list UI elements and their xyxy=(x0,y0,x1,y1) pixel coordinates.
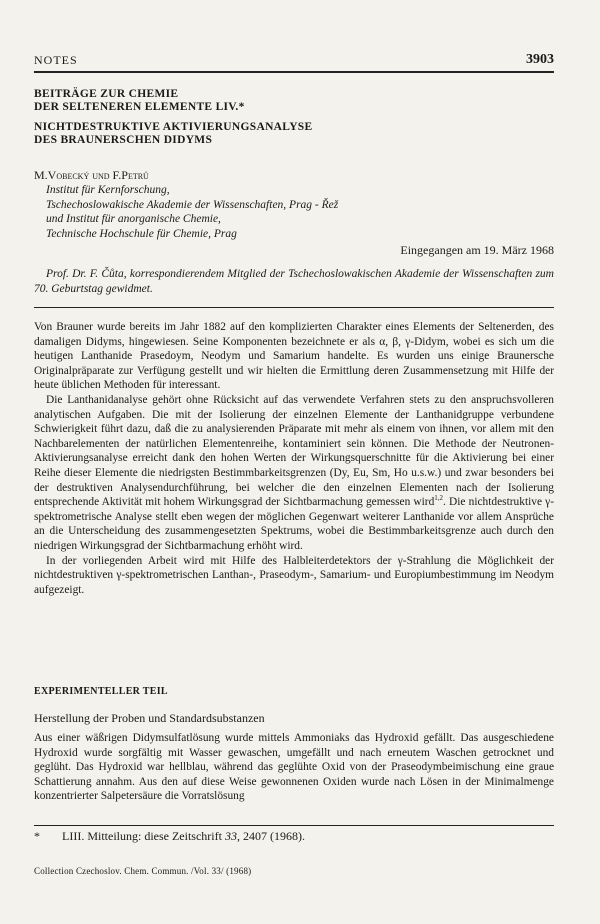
affiliation-line1: Institut für Kernforschung, xyxy=(46,184,170,196)
authors: M.Vobecký und F.Petrů xyxy=(34,168,149,182)
affiliation xyxy=(46,183,338,241)
footnote-divider xyxy=(34,825,554,826)
paragraph-2-tail: . Die nichtdestruktive γ-spektrometrische Analyse stellt eben wegen der möglichen Gegenwart weiterer Lanthanide vor allem Ansprüche an die Unterscheidung des zusammengesetzten Spektrums, wobei die Bestimmbarkeitsgrenze auch durch den niedrigen Wirkungsgrad der Sichtbarmachung erhöht wird. xyxy=(34,496,554,552)
affiliation-line4: Technische Hochschule für Chemie, Prag xyxy=(46,227,237,240)
journal-citation: Collection Czechoslov. Chem. Commun. /Vol. 33/ (1968) xyxy=(34,866,252,876)
experimental-body xyxy=(34,731,554,804)
title-divider xyxy=(34,307,554,308)
article-title-line2: DES BRAUNERSCHEN DIDYMS xyxy=(34,134,213,146)
footnote-text-before: LIII. Mitteilung: diese Zeitschrift xyxy=(62,829,225,843)
page-number: 3903 xyxy=(526,52,554,67)
received-date: Eingegangen am 19. März 1968 xyxy=(400,243,554,257)
footnote-text-after: , 2407 (1968). xyxy=(236,829,305,843)
section-label: NOTES xyxy=(34,53,78,67)
paragraph-3: In der vorliegenden Arbeit wird mit Hilfe des Halbleiterdetektors der γ-Strahlung die Möglichkeit der nichtdestruktiven γ-spektrometrischen Lanthan-, Praseodym-, Samarium- und Europiumbestimmung im Neodym aufgezeigt. xyxy=(34,554,554,596)
paragraph-2 xyxy=(34,393,554,554)
dedication: Prof. Dr. F. Čůta, korrespondierendem Mitglied der Tschechoslowakischen Akademie der Wissenschaften zum 70. Geburtstag gewidmet. xyxy=(34,268,554,295)
footnote-volume: 33 xyxy=(224,829,237,843)
affiliation-line2: Tschechoslowakische Akademie der Wissenschaften, Prag - Řež xyxy=(46,198,339,211)
section-heading: EXPERIMENTELLER TEIL xyxy=(34,686,168,697)
series-title-line1: BEITRÄGE ZUR CHEMIE xyxy=(34,88,179,100)
experimental-paragraph-1: Aus einer wäßrigen Didymsulfatlösung wurde mittels Ammoniaks das Hydroxid gefällt. Das ausgeschiedene Hydroxid wurde sorgfältig mit Wasser gewaschen, umgefällt und nach erneutem Waschen getrocknet und geglüht. Das Hydroxid war hellblau, während das geglühte Oxid von der Praseodymbeimischung eine graue Schattierung annahm. Aus den auf diese Weise gewonnenen Oxiden wurde nach Lösen in der Minimalmenge konzentrierter Salpetersäure die Vorratslösung xyxy=(34,732,554,803)
subsection-heading: Herstellung der Proben und Standardsubstanzen xyxy=(34,711,265,725)
page-header xyxy=(34,52,554,73)
article-titles xyxy=(34,88,554,147)
footnote-mark: * xyxy=(34,829,40,843)
paragraph-2-text: Die Lanthanidanalyse gehört ohne Rücksicht auf das verwendete Verfahren stets zu den anspruchsvolleren analytischen Aufgaben. Die mit der Isolierung der einzelnen Elemente der Lanthanidgruppe verbundene Schwierigkeit führt dazu, daß die zu analysierenden Präparate mit mehr als einem von ihnen, vor allem mit den Nachbarelementen der natürlichen Elementenreihe, kontaminiert sein können. Die Methode der Neutronen-Aktivierungsanalyse erreicht dank den hohen Werten der Wirkungsquerschnitte für die Aktivierung bei einer Reihe dieser Elemente die niedrigsten Bestimmbarkeitsgrenzen (Dy, Eu, Sm, Ho u.s.w.) und zwar besonders bei der destruktiven Analysendurchführung, bei welcher die den einzelnen Elementen nach der Isolierung entsprechende Aktivität mit hohem Wirkungsgrad der Sichtbarmachung gemessen wird xyxy=(34,393,554,509)
series-title-line2: DER SELTENEREN ELEMENTE LIV.* xyxy=(34,101,245,113)
paragraph-1: Von Brauner wurde bereits im Jahr 1882 auf den komplizierten Charakter eines Elements der Seltenerden, des damaligen Didyms, hingewiesen. Seine Komponenten bezeichnete er als α, β, γ-Didym, wobei es sich um die heutigen Lanthanide Prasedoym, Neodym und Samarium handelte. Es wurden uns einige Braunersche Originalpräparate zur Verfügung gestellt und wir hielten die Ermittlung deren Zusammensetzung mit Hilfe der heute üblichen Methoden für interessant. xyxy=(34,321,554,392)
footnote xyxy=(34,829,305,844)
reference-superscript: 1,2 xyxy=(434,494,444,503)
article-title-line1: NICHTDESTRUKTIVE AKTIVIERUNGSANALYSE xyxy=(34,121,313,133)
article-body xyxy=(34,320,554,597)
affiliation-line3: und Institut für anorganische Chemie, xyxy=(46,213,221,225)
